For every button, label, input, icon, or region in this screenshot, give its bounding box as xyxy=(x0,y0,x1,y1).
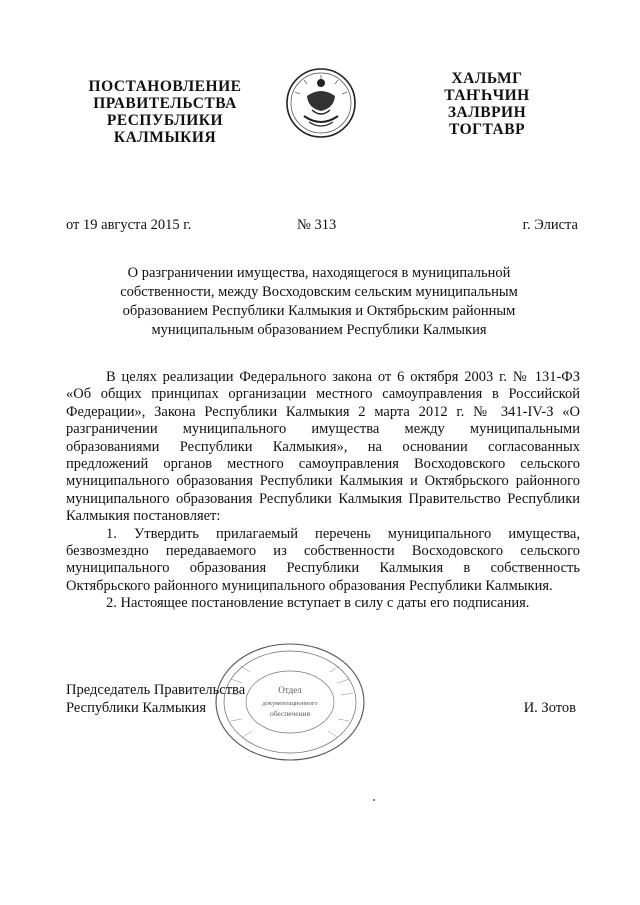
stamp-text: Отдел xyxy=(278,685,302,695)
header-left xyxy=(80,78,250,146)
title-line: О разграничении имущества, находящегося в муниципальной xyxy=(127,265,511,281)
signatory-line: Республики Калмыкия xyxy=(66,700,207,716)
header-right xyxy=(412,70,562,138)
document-date: от 19 августа 2015 г. xyxy=(66,217,192,233)
header-right-line: ТОГТАВР xyxy=(448,121,526,138)
signatory-name: И. Зотов xyxy=(523,700,576,716)
header-right-line: ХАЛЬМГ xyxy=(451,70,523,87)
header-left-line: РЕСПУБЛИКИ xyxy=(106,112,224,129)
header-left-line: КАЛМЫКИЯ xyxy=(113,129,217,146)
stamp-text: документационного xyxy=(262,700,318,707)
header-left-line: ПРАВИТЕЛЬСТВА xyxy=(93,95,237,112)
document-body xyxy=(66,369,580,613)
emblem-icon xyxy=(284,66,358,140)
scan-speck xyxy=(373,799,375,801)
title-line: муниципальным образованием Республики Калмыкия xyxy=(151,322,487,338)
signatory-line: Председатель Правительства xyxy=(66,682,246,698)
body-paragraph-preamble: В целях реализации Федерального закона от 6 октября 2003 г. № 131-ФЗ «Об общих принципах организации местного самоуправления в Российской Федерации», Закона Республики Калмыкия 2 марта 2012 г. № 341-IV-З «О разграничении муниципального имущества между муниципальными образованиями Республики Калмыкия», на основании согласованных предложений органов местного самоуправления Восходовского сельского муниципального образования Республики Калмыкия и Октябрьского районного муниципального образования Республики Калмыкия Правительство Республики Калмыкия постановляет: xyxy=(66,369,580,525)
header-right-line: ЗАЛВРИН xyxy=(447,104,527,121)
body-paragraph-item-2: 2. Настоящее постановление вступает в силу с даты его подписания. xyxy=(106,595,530,612)
stamp-text: обеспечения xyxy=(269,709,311,718)
signatory-title xyxy=(66,681,245,717)
document-city: г. Элиста xyxy=(522,217,578,233)
header-right-line: ТАҤҺЧИН xyxy=(444,87,530,104)
title-line: образованием Республики Калмыкия и Октябрьским районным xyxy=(122,303,516,319)
title-line: собственности, между Восходовским сельским муниципальным xyxy=(120,284,518,300)
body-paragraph-item-1: 1. Утвердить прилагаемый перечень муниципального имущества, безвозмездно передаваемого из собственности Восходовского сельского муниципального образования Республики Калмыкия в собственность Октябрьского районного муниципального образования Республики Калмыкия. xyxy=(66,525,580,594)
document-number: № 313 xyxy=(297,217,337,233)
header-left-line: ПОСТАНОВЛЕНИЕ xyxy=(88,78,242,95)
document-title xyxy=(90,264,548,340)
